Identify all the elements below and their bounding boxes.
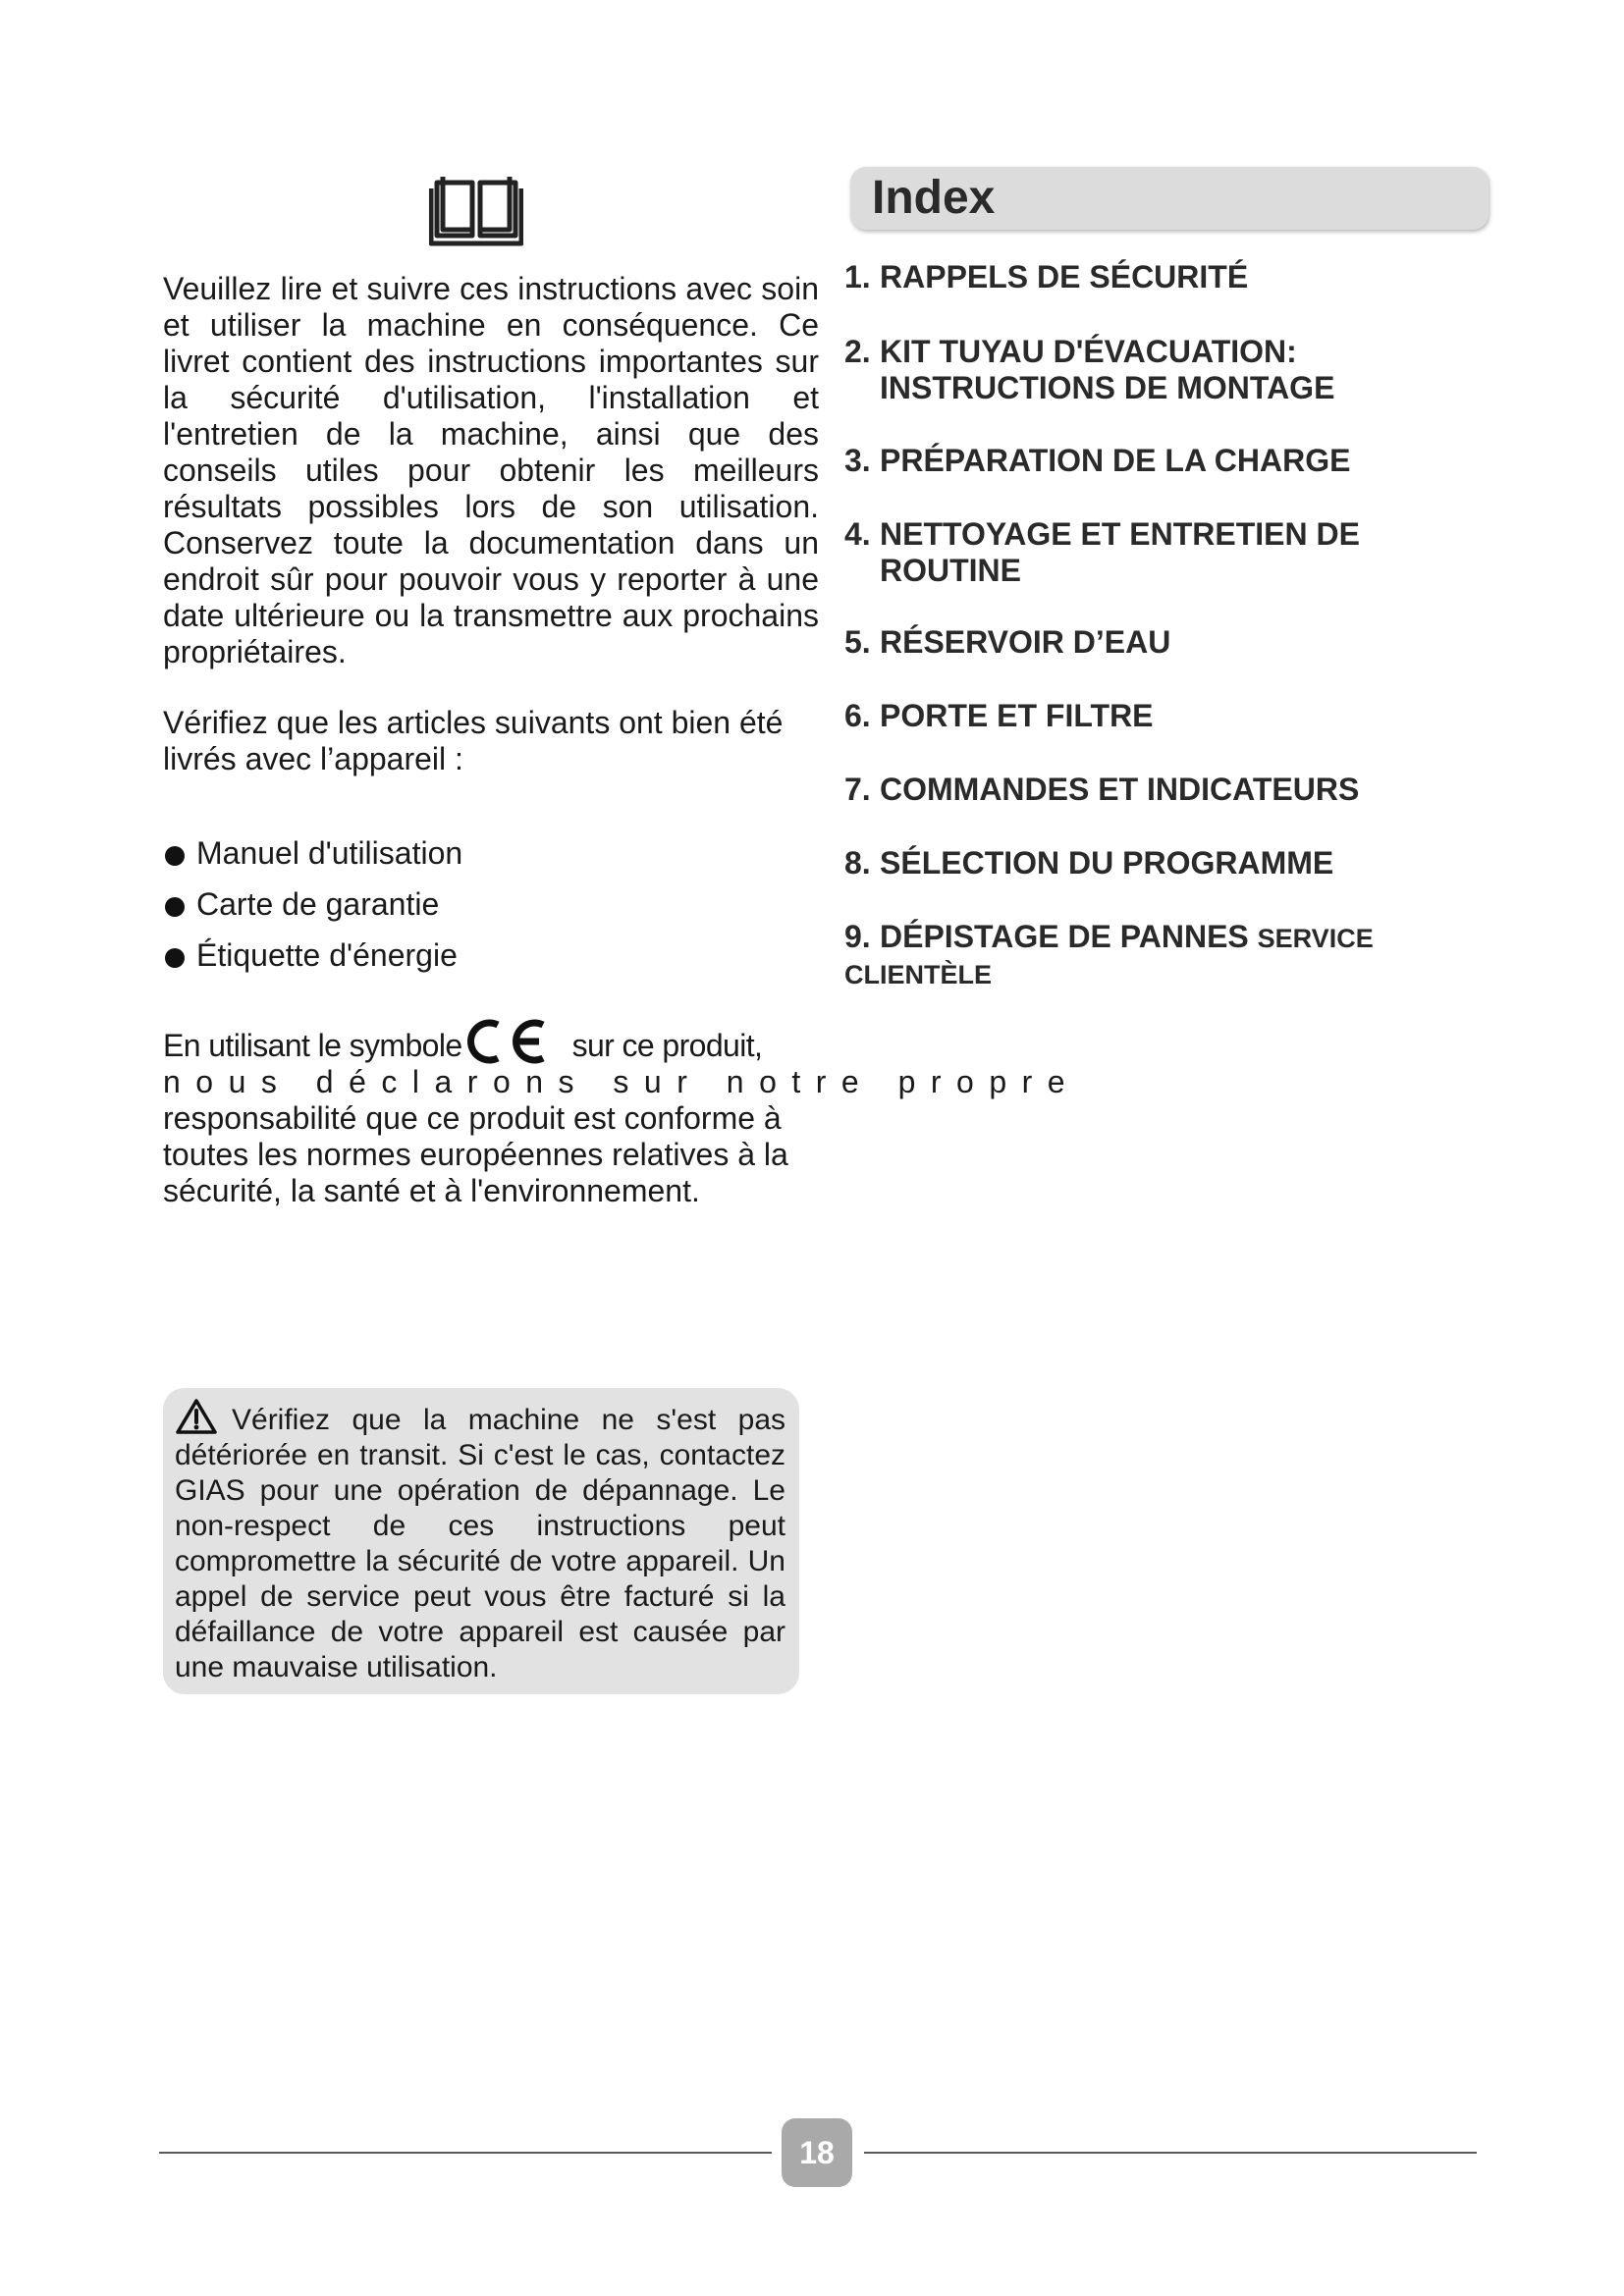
index-entry[interactable]: 3. PRÉPARATION DE LA CHARGE [844, 443, 1351, 478]
index-entry[interactable]: 2. KIT TUYAU D'ÉVACUATION: INSTRUCTIONS DE MONTAGE [844, 334, 1335, 405]
index-title: Index [872, 172, 996, 224]
list-item: Carte de garantie [163, 881, 462, 933]
index-entry[interactable]: 6. PORTE ET FILTRE [844, 698, 1154, 733]
index-entry[interactable]: 1. RAPPELS DE SÉCURITÉ [844, 259, 1249, 294]
index-entry[interactable]: 4. NETTOYAGE ET ENTRETIEN DE ROUTINE [844, 516, 1360, 588]
index-entry[interactable]: 5. RÉSERVOIR D’EAU [844, 624, 1171, 660]
index-entry[interactable]: 7. COMMANDES ET INDICATEURS [844, 772, 1360, 807]
ce-spaced-line: nous déclarons sur notre propre [163, 1064, 1081, 1099]
list-item: Manuel d'utilisation [163, 830, 462, 881]
index-header [850, 167, 1489, 230]
warning-box [163, 1388, 799, 1694]
ce-rest-text: responsabilité que ce produit est conforme à toutes les normes européennes relatives à la sécurité, la santé et à l'environnement. [163, 1100, 788, 1208]
ce-after-text: sur ce produit, [571, 1028, 763, 1063]
delivered-items-list [163, 830, 462, 984]
intro-paragraph: Veuillez lire et suivre ces instructions avec soin et utiliser la machine en conséquence. Ce livret contient des instructions importantes sur la sécurité d'utilisation, l'installation et l'entretien de la machine, ainsi que des conseils utiles pour obtenir les meilleurs résultats possibles lors de son utilisation. Conservez toute la documentation dans un endroit sûr pour pouvoir vous y reporter à une date ultérieure ou la transmettre aux prochains propriétaires. [163, 271, 819, 669]
list-item: Étiquette d'énergie [163, 933, 462, 984]
warning-triangle-icon [175, 1398, 218, 1435]
ce-mark-icon [464, 1019, 551, 1064]
delivery-check-text: Vérifiez que les articles suivants ont bien été livrés avec l’appareil : [163, 705, 784, 776]
index-entry[interactable]: 9. DÉPISTAGE DE PANNES SERVICE CLIENTÈLE [844, 919, 1374, 989]
intro-section [163, 271, 819, 670]
book-icon [429, 175, 523, 249]
ce-before-text: En utilisant le symbole [163, 1028, 462, 1063]
warning-text: Vérifiez que la machine ne s'est pas détériorée en transit. Si c'est le cas, contactez GIAS pour une opération de dépannage. Le non-respect de ces instructions peut compromettre la sécurité de votre appareil. Un appel de service peut vous être facturé si la défaillance de votre appareil est causée par une mauvaise utilisation. [175, 1404, 785, 1683]
page-number: 18 [782, 2118, 852, 2187]
footer-rule-right [864, 2152, 1477, 2154]
footer-rule-left [159, 2152, 772, 2154]
index-entry[interactable]: 8. SÉLECTION DU PROGRAMME [844, 845, 1334, 881]
ce-notice [163, 1019, 1081, 1209]
